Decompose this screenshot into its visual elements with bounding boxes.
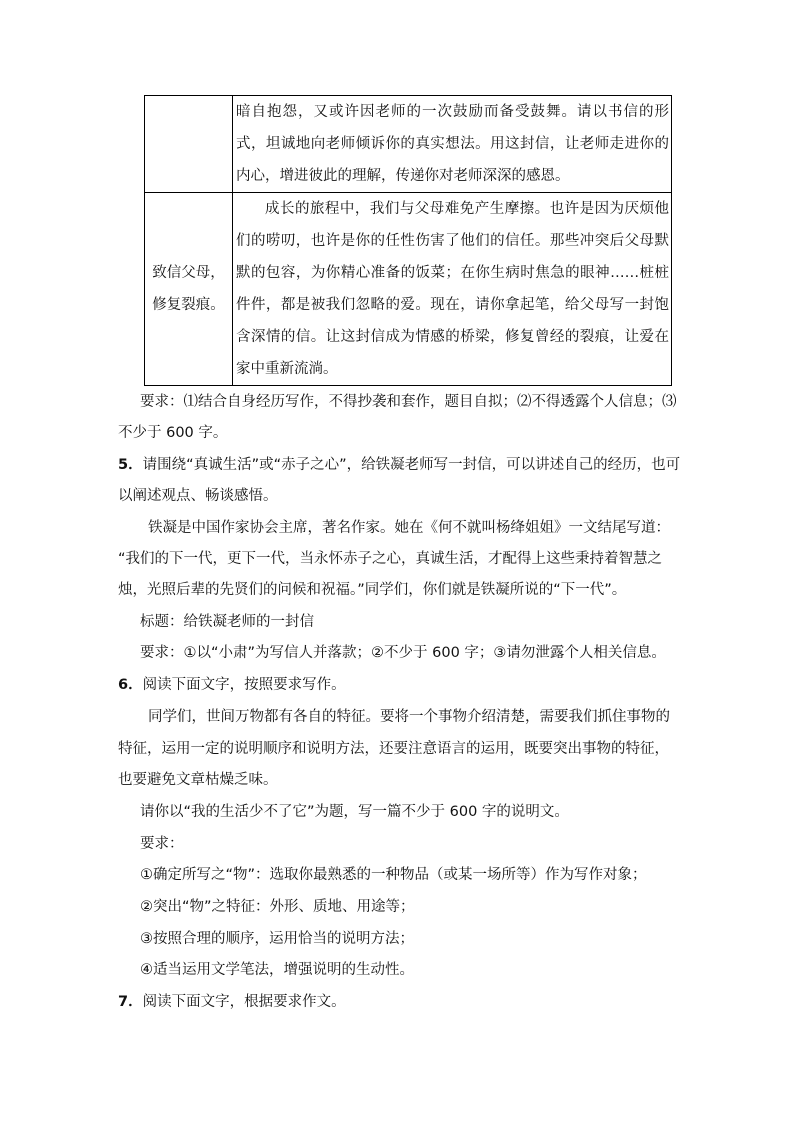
question-5-line <box>118 455 681 475</box>
paragraph-line: “我们的下一代，更下一代，当永怀赤子之心，真诚生活，才配得上这些秉持着智慧之 <box>118 551 663 567</box>
paragraph-line: 特征，运用一定的说明顺序和说明方法，还要注意语言的运用，既要突出事物的特征， <box>118 741 669 757</box>
row2-title-line1: 致信父母， <box>152 265 225 281</box>
requirement-item: ②突出“物”之特征：外形、质地、用途等； <box>140 899 415 915</box>
paragraph-line: 铁凝是中国作家协会主席，著名作家。她在《何不就叫杨绛姐姐》一文结尾写道： <box>148 520 670 536</box>
row2-text: 成长的旅程中，我们与父母难免产生摩擦。也许是因为厌烦他们的唠叨，也许是你的任性伤害了他们的信任。那些冲突后父母默默的包容，为你精心准备的饭菜；在你生病时焦急的眼神……桩桩件件，都是被我们忽略的爱。现在，请你拿起笔，给父母写一封饱含深情的信。让这封信成为情感的桥梁，修复曾经的裂痕，让爱在家中重新流淌。 <box>236 201 669 377</box>
requirement-item: ④适当运用文学笔法，增强说明的生动性。 <box>140 962 414 978</box>
requirements-label: 要求： <box>140 836 184 852</box>
prompt-table <box>144 95 672 386</box>
requirements-line: 要求：⑴结合自身经历写作，不得抄袭和套作，题目自拟；⑵不得透露个人信息；⑶ <box>140 394 677 410</box>
table-cell-text <box>233 96 672 193</box>
requirement-item: ①确定所写之“物”：选取你最熟悉的一种物品（或某一场所等）作为写作对象； <box>140 867 647 883</box>
paragraph-line: 烛，光照后辈的先贤们的问候和祝福。”同学们，你们就是铁凝所说的“下一代”。 <box>118 582 627 598</box>
paragraph-line: 也要避免文章枯燥乏味。 <box>118 772 278 788</box>
question-7-line <box>118 992 678 1012</box>
table-cell-title <box>145 193 233 386</box>
question-5-line: 以阐述观点、畅谈感悟。 <box>118 488 278 504</box>
question-number: 7． <box>118 994 143 1010</box>
requirements-line: 不少于 600 字。 <box>118 425 228 441</box>
question-number: 6． <box>118 677 143 693</box>
question-text: 阅读下面文字，按照要求写作。 <box>142 677 346 693</box>
paragraph-line: 请你以“我的生活少不了它”为题，写一篇不少于 600 字的说明文。 <box>140 804 569 820</box>
question-6-line <box>118 675 678 695</box>
row2-title-line2: 修复裂痕。 <box>152 297 225 313</box>
requirements-line: 要求：①以“小肃”为写信人并落款；②不少于 600 字；③请勿泄露个人相关信息。 <box>140 645 666 661</box>
question-text: 请围绕“真诚生活”或“赤子之心”，给铁凝老师写一封信，可以讲述自己的经历，也可 <box>142 457 681 473</box>
row1-text: 暗自抱怨，又或许因老师的一次鼓励而备受鼓舞。请以书信的形式，坦诚地向老师倾诉你的真实想法。用这封信，让老师走进你的内心，增进彼此的理解，传递你对老师深深的感恩。 <box>236 104 669 184</box>
requirement-item: ③按照合理的顺序，运用恰当的说明方法； <box>140 931 414 947</box>
question-text: 阅读下面文字，根据要求作文。 <box>142 994 346 1010</box>
table-row <box>145 193 672 386</box>
paragraph-line: 同学们，世间万物都有各自的特征。要将一个事物介绍清楚，需要我们抓住事物的 <box>148 709 670 725</box>
question-number: 5． <box>118 457 143 473</box>
letter-title: 标题：给铁凝老师的一封信 <box>140 614 314 630</box>
table-row <box>145 96 672 193</box>
table-cell-empty <box>145 96 233 193</box>
table-cell-text <box>233 193 672 386</box>
